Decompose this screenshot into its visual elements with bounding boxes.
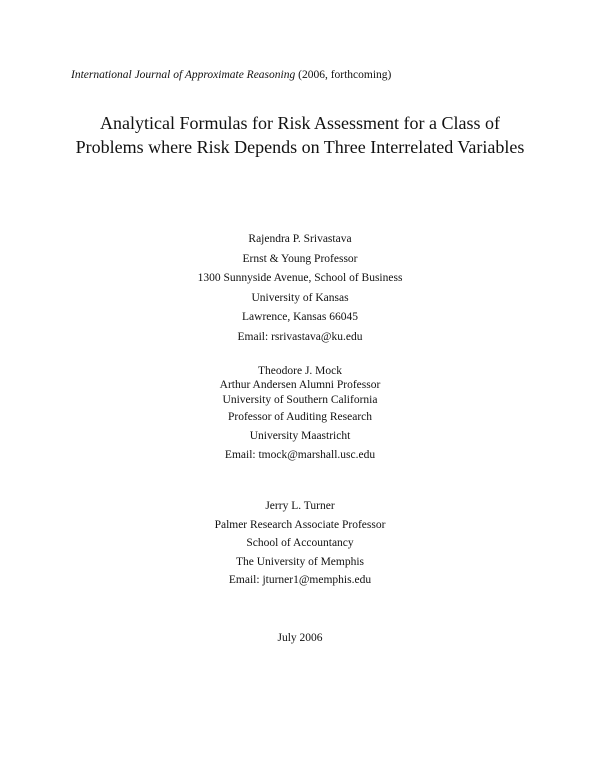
author-email: Email: rsrivastava@ku.edu: [237, 330, 363, 343]
author-email: Email: jturner1@memphis.edu: [228, 574, 372, 586]
author-university: University of Southern California: [222, 394, 378, 406]
author-name: Rajendra P. Srivastava: [248, 233, 352, 245]
author-school: School of Accountancy: [246, 537, 354, 549]
journal-citation: [71, 69, 391, 81]
author-title: Palmer Research Associate Professor: [214, 518, 386, 531]
publication-date: July 2006: [277, 632, 323, 644]
journal-name: International Journal of Approximate Reasoning: [71, 69, 296, 81]
author-block-srivastava: [0, 230, 600, 347]
author-block-mock: [0, 365, 600, 465]
author-name: Theodore J. Mock: [258, 365, 342, 377]
author-block-turner: [0, 497, 600, 590]
author-title: Ernst & Young Professor: [242, 252, 358, 265]
author-university: University of Kansas: [251, 291, 349, 304]
author-email: Email: tmock@marshall.usc.edu: [224, 449, 376, 461]
paper-title-line-2: Problems where Risk Depends on Three Interrelated Variables: [75, 137, 525, 157]
author-university-secondary: University Maastricht: [249, 430, 351, 442]
author-address: 1300 Sunnyside Avenue, School of Business: [197, 272, 403, 284]
author-title: Arthur Andersen Alumni Professor: [219, 378, 381, 391]
author-city: Lawrence, Kansas 66045: [242, 311, 358, 323]
author-title-secondary: Professor of Auditing Research: [227, 411, 373, 423]
paper-title: [0, 111, 600, 159]
paper-title-line-1: Analytical Formulas for Risk Assessment for a Class of: [100, 113, 500, 133]
journal-status: (2006, forthcoming): [295, 69, 392, 81]
author-name: Jerry L. Turner: [265, 500, 335, 512]
author-university: The University of Memphis: [235, 555, 365, 568]
